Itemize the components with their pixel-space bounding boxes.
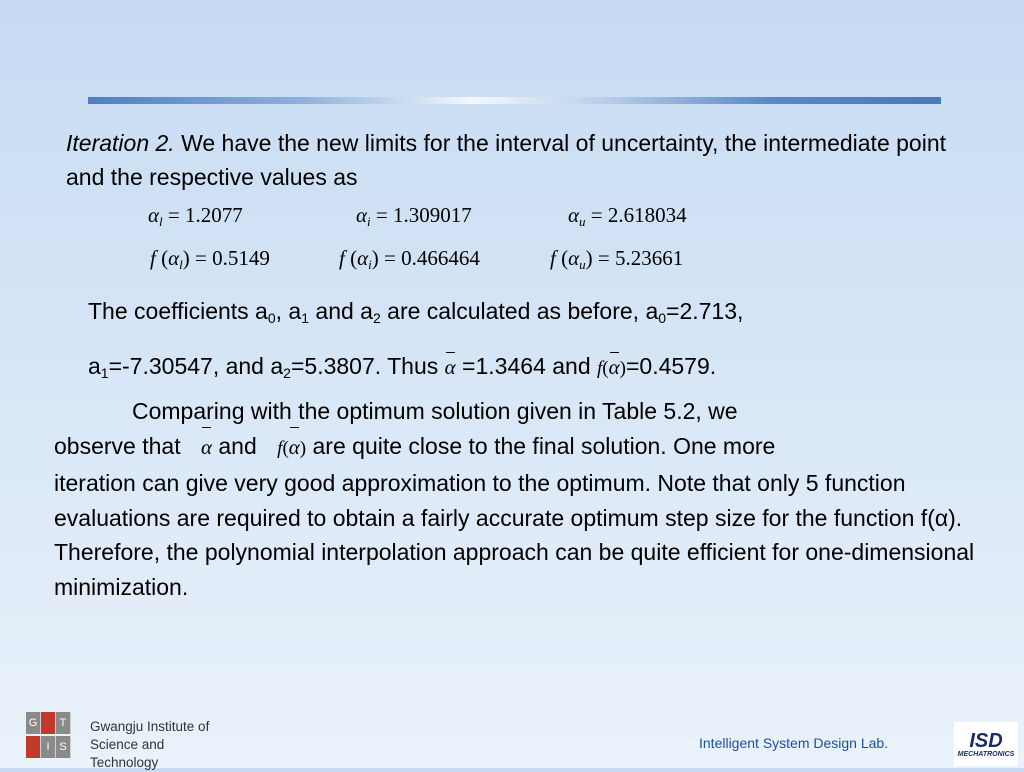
iteration-label: Iteration 2.: [66, 130, 175, 156]
iteration-paragraph: [66, 126, 966, 194]
comparison-line-1: Comparing with the optimum solution given in Table 5.2, we: [132, 398, 738, 424]
isd-logo: ISD MECHATRONICS: [954, 722, 1018, 766]
title-divider-bar: [88, 97, 941, 104]
gist-emblem: G T I S: [26, 712, 71, 734]
alpha-u-equation: $\alpha_u = 2.618034$: [568, 203, 687, 229]
institute-name: Gwangju Institute of Science and Technology: [90, 719, 210, 770]
f-alpha-l-equation: f $(\alpha_l) = 0.5149$: [150, 246, 270, 272]
comparison-paragraph: Comparing with the optimum solution given in Table 5.2, we observe that α and f(α) are quite close to the final solution. One more iteration can give very good approximation to the optimum. Note that only 5 function evaluations are required to obtain a fairly accurate optimum step size for the function f(α). Therefore, the polynomial interpolation approach can be quite efficient for one-dimensional minimization.: [54, 398, 975, 600]
alpha-bar-symbol: α: [201, 430, 212, 465]
lab-name: Intelligent System Design Lab.: [699, 735, 889, 751]
f-alpha-bar-symbol: f(α): [597, 355, 626, 379]
alpha-l-equation: $\alpha_l = 1.2077$: [148, 203, 243, 229]
coefficients-line-2: $a_1=-7.30547$, and $a_2=5.3807$. Thus α =1.3464 and f(α)=0.4579.: [88, 353, 717, 381]
f-alpha-bar-symbol: f(α): [277, 438, 306, 459]
alpha-i-equation: $\alpha_i = 1.309017$: [356, 203, 472, 229]
f-alpha-u-equation: f $(\alpha_u) = 5.23661$: [550, 246, 684, 272]
f-alpha-i-equation: f $(\alpha_i) = 0.466464$: [339, 246, 480, 272]
iteration-text: We have the new limits for the interval of uncertainty, the intermediate point and the respective values as: [66, 130, 947, 190]
gist-logo: [26, 712, 236, 770]
alpha-bar-symbol: α: [444, 355, 456, 379]
coefficients-line-1: The coefficients $a_0$, $a_1$ and $a_2$ are calculated as before, $a_0=2.713$,: [88, 298, 744, 326]
comparison-rest: iteration can give very good approximation to the optimum. Note that only 5 function evaluations are required to obtain a fairly accurate optimum step size for the function f(α). Therefore, the polynomial interpolation approach can be quite efficient for one-dimensional minimization.: [54, 470, 975, 600]
